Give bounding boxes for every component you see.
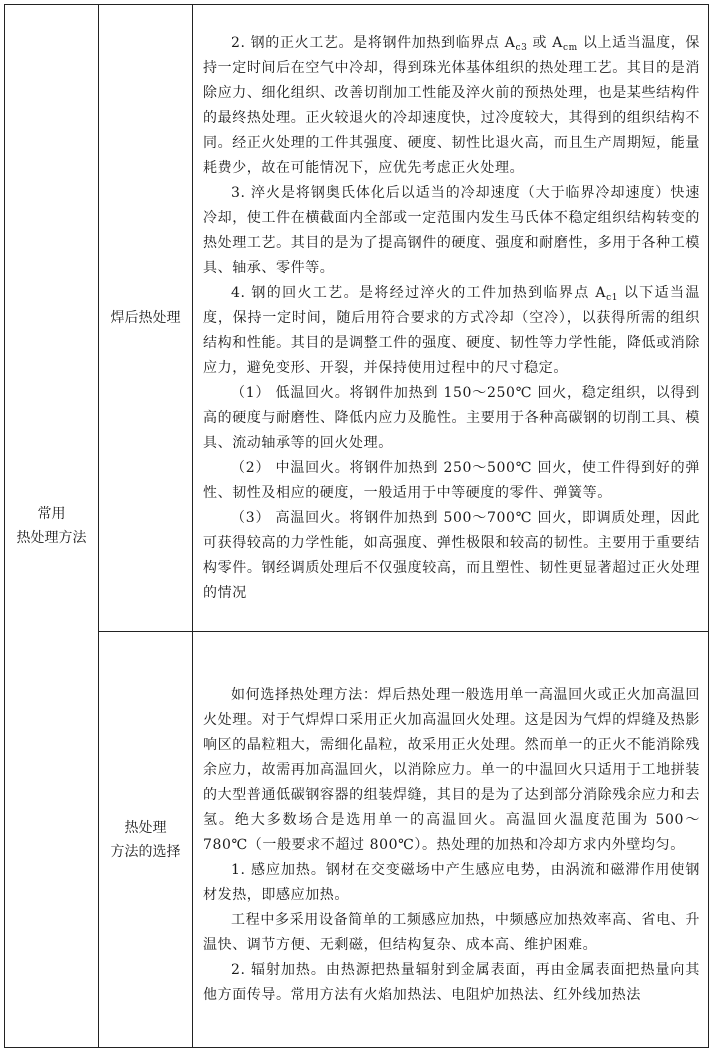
paragraph: （3） 高温回火。将钢件加热到 500～700℃ 回火，即调质处理，因此可获得较高的力学性能，如高强度、弹性极限和较高的韧性。主要用于重要结构零件。钢经调质处理后不仅强度较高，而且塑性、韧性更显著超过正火处理的情况 — [203, 509, 700, 601]
paragraph: （2） 中温回火。将钢件加热到 250～500℃ 回火，使工件得到好的弹性、韧性及相应的硬度，一般适用于中等硬度的零件、弹簧等。 — [203, 459, 700, 501]
paragraph: 2. 辐射加热。由热源把热量辐射到金属表面，再由金属表面把热量向其他方面传导。常用方法有火焰加热法、电阻炉加热法、红外线加热法 — [203, 962, 700, 1003]
subcategory-label: 热处理 — [124, 819, 167, 836]
content-cell — [193, 632, 709, 1048]
subcategory-cell — [99, 5, 193, 632]
content-cell — [193, 5, 709, 632]
heat-treatment-table — [4, 4, 709, 1048]
subcategory-cell — [99, 632, 193, 1048]
category-label-line: 常用 — [37, 506, 66, 522]
paragraph: 2. 钢的正火工艺。是将钢件加热到临界点 $A_{c3}$ 或 $A_{cm}$ 以上适当温度，保持一定时间后在空气中冷却，得到珠光体基体组织的热处理工艺。其目的是消除应力、细化组织、改善切削加工性能及淬火前的预热处理，也是某些结构件的最终热处理。正火较退火的冷却速度快，过冷度较大，其得到的组织结构不同。经正火处理的工件其强度、硬度、韧性比退火高，而且生产周期短，能量耗费少，故在可能情况下，应优先考虑正火处理。 — [203, 34, 700, 176]
paragraph: （1） 低温回火。将钢件加热到 150～250℃ 回火，稳定组织，以得到高的硬度与耐磨性、降低内应力及脆性。主要用于各种高碳钢的切削工具、模具、流动轴承等的回火处理。 — [203, 384, 700, 451]
category-label-line: 热处理方法 — [16, 530, 87, 546]
paragraph: 工程中多采用设备简单的工频感应加热，中频感应加热效率高、省电、升温快、调节方便、无剩磁，但结构复杂、成本高、维护困难。 — [203, 912, 700, 953]
paragraph: 如何选择热处理方法：焊后热处理一般选用单一高温回火或正火加高温回火处理。对于气焊焊口采用正火加高温回火处理。这是因为气焊的焊缝及热影响区的晶粒粗大，需细化晶粒，故采用正火处理。然而单一的正火不能消除残余应力，故需再加高温回火，以消除应力。单一的中温回火只适用于工地拼装的大型普通低碳钢容器的组装焊缝，其目的是为了达到部分消除残余应力和去氢。绝大多数场合是选用单一的高温回火。高温回火温度范围为 500～780℃（一般要求不超过 800℃）。热处理的加热和冷却方求内外壁均匀。 — [203, 687, 700, 853]
paragraph: 3. 淬火是将钢奥氏体化后以适当的冷却速度（大于临界冷却速度）快速冷却，使工件在横截面内全部或一定范围内发生马氏体不稳定组织结构转变的热处理工艺。其目的是为了提高钢件的硬度、强度和耐磨性，多用于各种工模具、轴承、零件等。 — [203, 184, 700, 276]
category-cell — [5, 5, 99, 1048]
paragraph: 1. 感应加热。钢材在交变磁场中产生感应电势，由涡流和磁滞作用使钢材发热，即感应加热。 — [203, 862, 700, 903]
subcategory-label: 方法的选择 — [110, 843, 181, 860]
table-row — [5, 632, 709, 1048]
table-row — [5, 5, 709, 632]
paragraph: 4. 钢的回火工艺。是将经过淬火的工件加热到临界点 $A_{c1}$ 以下适当温度，保持一定时间，随后用符合要求的方式冷却（空冷），以获得所需的组织结构和性能。其目的是调整工件的强度、硬度、韧性等力学性能，降低或消除应力，避免变形、开裂，并保持使用过程中的尺寸稳定。 — [203, 284, 700, 376]
subcategory-label: 焊后热处理 — [110, 310, 181, 326]
